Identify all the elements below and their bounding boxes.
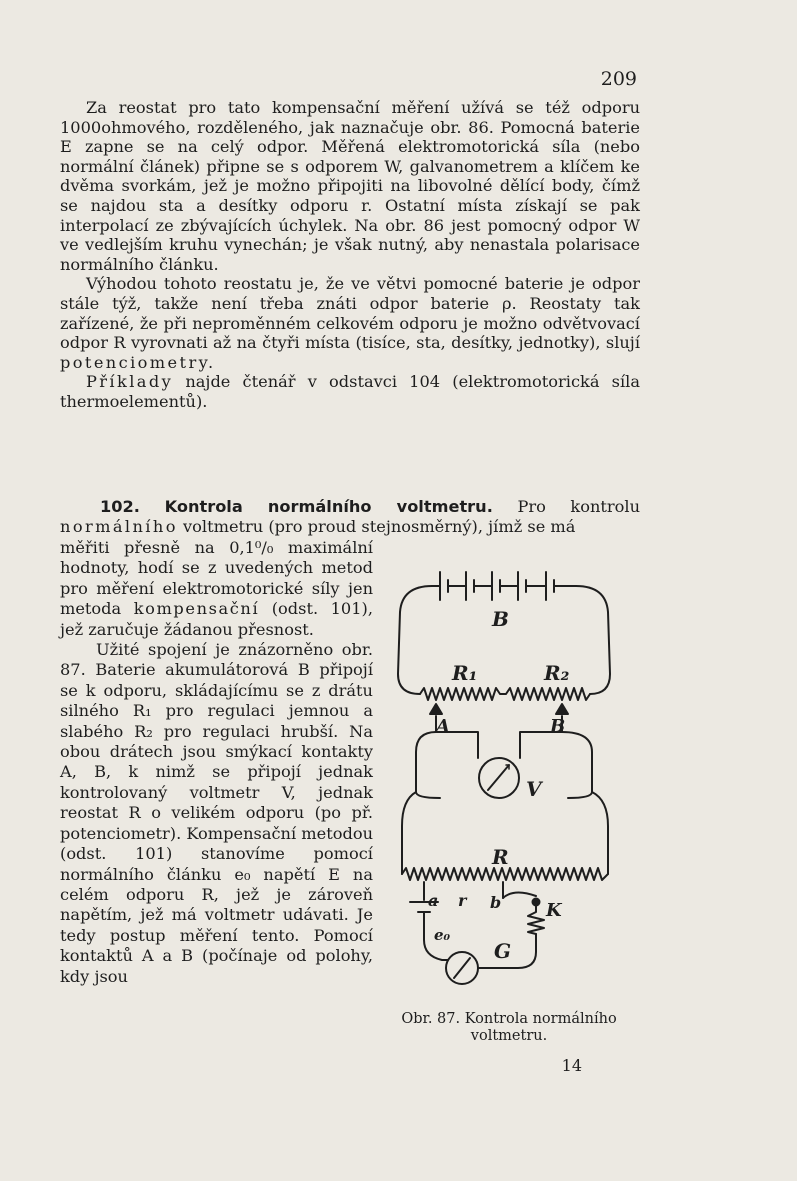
battery-label: B [492, 607, 509, 631]
voltmeter-label: V [526, 777, 542, 801]
left-p1-end: (odst. 101), jež zaručuje žádanou přesnost. [60, 599, 373, 639]
signature-number: 14 [561, 1056, 582, 1075]
point-b-label: b [490, 893, 502, 912]
intro-p3-spaced: Příklady [86, 372, 174, 392]
figure-caption: Obr. 87. Kontrola normálního voltmetru. [401, 1011, 617, 1044]
intro-p3-text: najde čtenář v odstavci 104 (elektromotorická síla thermoelementů). [60, 372, 640, 411]
point-a-label: a [428, 891, 439, 910]
cell-label: e₀ [434, 926, 451, 944]
intro-paragraph-1: Za reostat pro tato kompensační měření užívá se též odporu 1000ohmového, rozděleného, jak naznačuje obr. 86. Pomocná baterie E zapne se na celý odpor. Měřená elektromotorická síla (nebo normální článek) připne se s odporem W, galvanometrem a klíčem ke dvěma svorkám, jež je možno připojiti na libovolné dělící body, čímž se najdou sta a desítky odporu r. Ostatní místa získají se pak interpolací ze zbývajících úchylek. Na obr. 86 jest pomocný odpor W ve vedlejším kruhu vynechán; je však nutný, aby nenastala polarisace normálního článku. [60, 98, 640, 274]
galvanometer-label: G [494, 939, 512, 963]
section-heading [60, 497, 640, 537]
section-number: 102. [100, 497, 140, 516]
intro-paragraph-2 [60, 274, 640, 372]
r2-label: R₂ [544, 661, 570, 685]
key-label: K [546, 900, 562, 921]
point-r-label: r [458, 891, 467, 910]
section-title: Kontrola normálního voltmetru. [164, 497, 493, 516]
section-lead-rest: voltmetru (pro proud stejnosměrný), jímž se má [183, 517, 576, 536]
left-paragraph-1 [60, 538, 373, 640]
intro-paragraph-3 [60, 372, 640, 411]
r1-label: R₁ [452, 661, 478, 685]
contact-b-label: B [550, 716, 566, 737]
left-column-text [60, 538, 373, 987]
rheostat-label: R [492, 845, 509, 869]
section-spaced-word: normálního [60, 517, 178, 536]
intro-p2-spaced: potenciometry. [60, 352, 216, 372]
left-p1-spaced: kompensační [133, 599, 260, 619]
intro-text [60, 98, 640, 412]
section-lead: Pro kontrolu [517, 497, 640, 516]
intro-p2-text: Výhodou tohoto reostatu je, že ve větvi pomocné baterie je odpor stále týž, takže není třeba znáti odpor baterie ρ. Reostaty tak zařízené, že při neproměnném celkovém odporu je možno odvětvovací odpor R vyrovnati až na čtyři místa (tisíce, sta, desítky, jednotky), slují [60, 274, 640, 353]
circuit-diagram [380, 556, 640, 1011]
left-paragraph-2: Užité spojení je znázorněno obr. 87. Baterie akumulátorová B připojí se k odporu, skládajícímu se z drátu silného R₁ pro regulaci jemnou a slabého R₂ pro regulaci hrubší. Na obou drátech jsou smýkací kontakty A, B, k nimž se připojí jednak kontrolovaný voltmetr V, jednak reostat R o velikém odporu (po př. potenciometr). Kompensační metodou (odst. 101) stanovíme pomocí normálního článku e₀ napětí E na celém odporu R, jež je zároveň napětím, jež má voltmetr udávati. Je tedy postup měření tento. Pomocí kontaktů A a B (počínaje od polohy, kdy jsou [60, 640, 373, 986]
contact-a-label: A [436, 716, 450, 737]
left-p1-start: měřiti přesně na 0,1⁰/₀ maximální hodnoty, hodí se z uvedených metod pro měření elektromotorické síly jen metoda [60, 538, 373, 619]
page-number: 209 [600, 68, 637, 90]
